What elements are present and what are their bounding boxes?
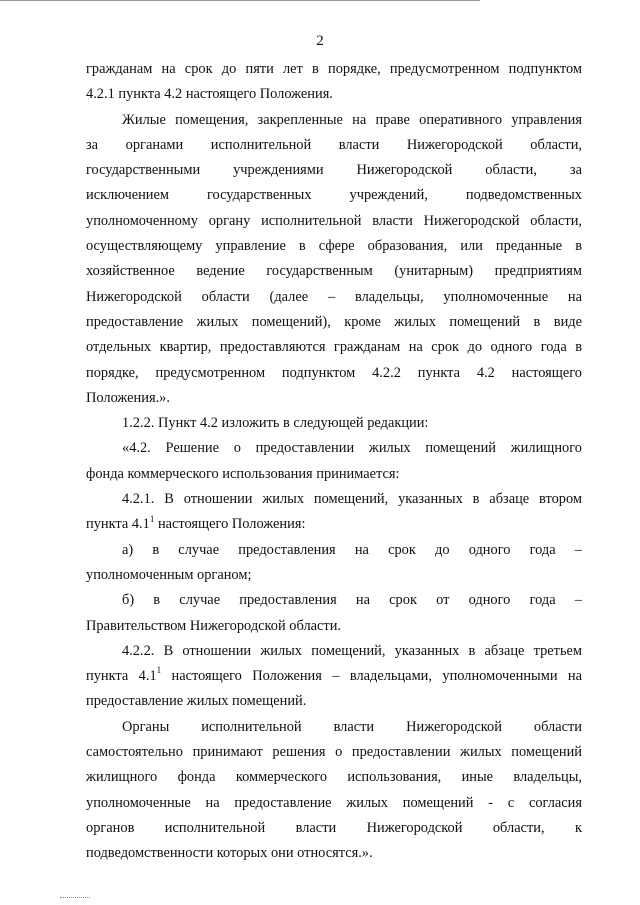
text-line: уполномоченным органом; bbox=[86, 566, 252, 583]
document-body bbox=[86, 57, 582, 867]
text-line bbox=[86, 664, 582, 689]
text-line: порядке, предусмотренном подпунктом 4.2.2 пункта 4.2 настоящего bbox=[86, 364, 582, 381]
text-line: Жилые помещения, закрепленные на праве оперативного управления bbox=[122, 111, 582, 128]
text-line: исключением государственных учреждений, подведомственных bbox=[86, 187, 582, 204]
text-line: 4.2.1 пункта 4.2 настоящего Положения. bbox=[86, 86, 333, 103]
text-line: 4.2.2. В отношении жилых помещений, указанных в абзаце третьем bbox=[122, 642, 582, 659]
page-number: 2 bbox=[316, 33, 324, 49]
text-line: органов исполнительной власти Нижегородской области, к bbox=[86, 819, 582, 836]
text-line: отдельных квартир, предоставляются гражданам на срок до одного года в bbox=[86, 339, 582, 356]
text-fragment: настоящего Положения – владельцами, уполномоченными на bbox=[161, 668, 583, 685]
text-line: осуществляющему управление в сфере образования, или преданные в bbox=[86, 238, 582, 255]
text-line: фонда коммерческого использования принимается: bbox=[86, 465, 400, 482]
text-line: гражданам на срок до пяти лет в порядке, предусмотренном подпунктом bbox=[86, 61, 582, 77]
top-scan-rule bbox=[0, 0, 480, 1]
text-line: жилищного фонда коммерческого использования, иные владельцы, bbox=[86, 769, 582, 786]
text-line: предоставление жилых помещений), кроме жилых помещений в виде bbox=[86, 313, 582, 330]
text-line: подведомственности которых они относятся.». bbox=[86, 845, 373, 862]
text-line: за органами исполнительной власти Нижегородской области, bbox=[86, 136, 582, 153]
text-line: а) в случае предоставления на срок до одного года – bbox=[122, 541, 582, 558]
text-line: 1.2.2. Пункт 4.2 изложить в следующей редакции: bbox=[122, 415, 429, 432]
text-line: уполномоченному органу исполнительной власти Нижегородской области, bbox=[86, 212, 582, 229]
text-line: б) в случае предоставления на срок от одного года – bbox=[122, 592, 582, 609]
text-fragment: пункта 4.1 bbox=[86, 668, 157, 685]
text-line: предоставление жилых помещений. bbox=[86, 693, 307, 710]
text-line: «4.2. Решение о предоставлении жилых помещений жилищного bbox=[122, 440, 582, 457]
text-line: самостоятельно принимают решения о предоставлении жилых помещений bbox=[86, 744, 582, 761]
text-line: Нижегородской области (далее – владельцы, уполномоченные на bbox=[86, 288, 582, 305]
text-line: Положения.». bbox=[86, 389, 170, 406]
text-line: уполномоченные на предоставление жилых помещений - с согласия bbox=[86, 794, 582, 811]
text-fragment: пункта 4.1 bbox=[86, 516, 150, 533]
superscript: 1 bbox=[149, 513, 155, 524]
superscript: 1 bbox=[156, 665, 162, 676]
text-line bbox=[86, 512, 582, 537]
text-line: Правительством Нижегородской области. bbox=[86, 617, 342, 634]
text-line: Органы исполнительной власти Нижегородской области bbox=[122, 718, 582, 735]
text-line: 4.2.1. В отношении жилых помещений, указанных в абзаце втором bbox=[122, 491, 582, 508]
text-fragment: настоящего Положения: bbox=[154, 516, 306, 533]
text-line: государственными учреждениями Нижегородской области, за bbox=[86, 162, 582, 179]
text-line: хозяйственное ведение государственным (унитарным) предприятиям bbox=[86, 263, 582, 280]
bottom-scan-mark bbox=[60, 897, 90, 898]
